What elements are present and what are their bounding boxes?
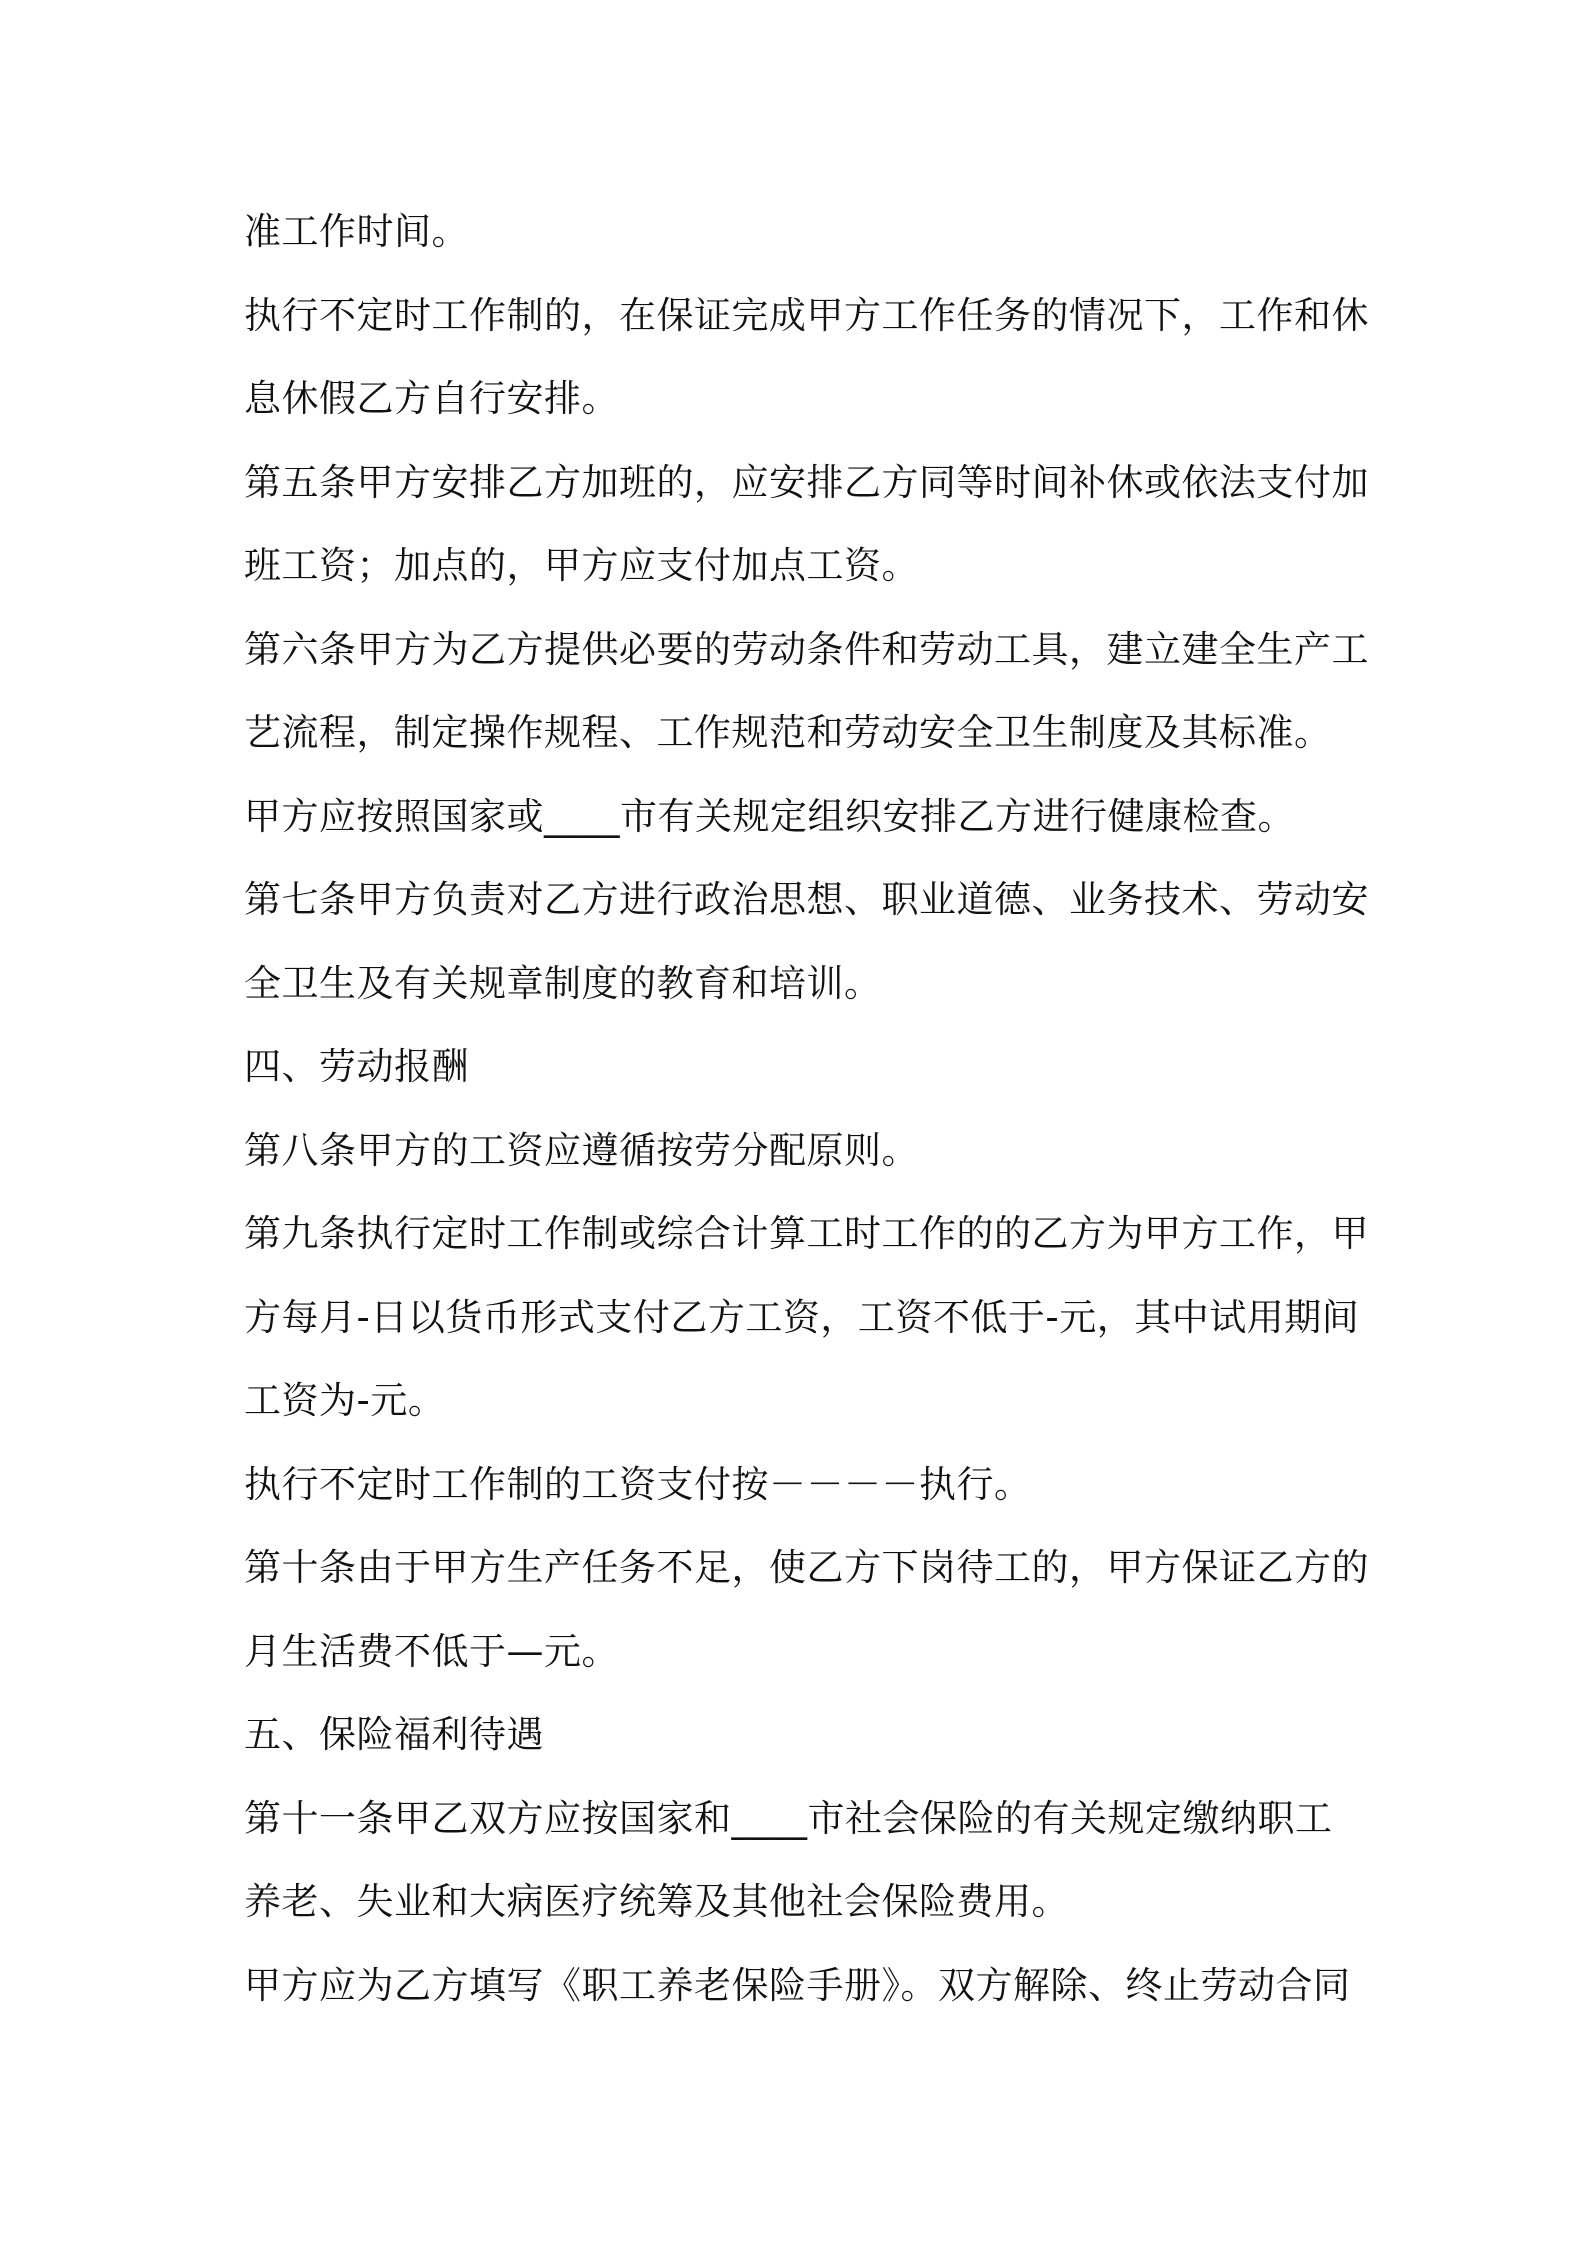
text-line: 方每月-日以货币形式支付乙方工资，工资不低于-元，其中试用期间	[244, 1295, 1360, 1339]
text-line: 班工资；加点的，甲方应支付加点工资。	[244, 544, 919, 587]
text-line: 月生活费不低于—元。	[244, 1629, 619, 1673]
text-line: 艺流程，制定操作规程、工作规范和劳动安全卫生制度及其标准。	[244, 711, 1332, 754]
text-line: 第六条甲方为乙方提供必要的劳动条件和劳动工具，建立建全生产工	[244, 627, 1369, 671]
text-line: 第七条甲方负责对乙方进行政治思想、职业道德、业务技术、劳动安	[244, 878, 1369, 921]
text-line: 第十一条甲乙双方应按国家和____市社会保险的有关规定缴纳职工	[244, 1796, 1333, 1840]
text-line: 第八条甲方的工资应遵循按劳分配原则。	[244, 1128, 919, 1172]
text-line: 工资为-元。	[244, 1379, 446, 1422]
text-line: 息休假乙方自行安排。	[244, 377, 619, 420]
text-line: 甲方应为乙方填写《职工养老保险手册》。双方解除、终止劳动合同	[244, 1963, 1351, 2007]
section-heading: 四、劳动报酬	[244, 1045, 469, 1088]
section-heading: 五、保险福利待遇	[244, 1713, 544, 1756]
text-line: 养老、失业和大病医疗统筹及其他社会保险费用。	[244, 1880, 1069, 1923]
text-line: 第九条执行定时工作制或综合计算工时工作的的乙方为甲方工作，甲	[244, 1212, 1369, 1255]
document-body	[244, 190, 1369, 2027]
text-line: 全卫生及有关规章制度的教育和培训。	[244, 961, 882, 1005]
text-line: 执行不定时工作制的工资支付按－－－－执行。	[244, 1462, 1032, 1506]
text-line: 第五条甲方安排乙方加班的，应安排乙方同等时间补休或依法支付加	[244, 460, 1369, 504]
text-line: 甲方应按照国家或____市有关规定组织安排乙方进行健康检查。	[244, 794, 1295, 838]
text-line: 第十条由于甲方生产任务不足，使乙方下岗待工的，甲方保证乙方的	[244, 1546, 1369, 1589]
text-line: 准工作时间。	[244, 210, 469, 253]
text-line: 执行不定时工作制的，在保证完成甲方工作任务的情况下，工作和休	[244, 293, 1369, 337]
